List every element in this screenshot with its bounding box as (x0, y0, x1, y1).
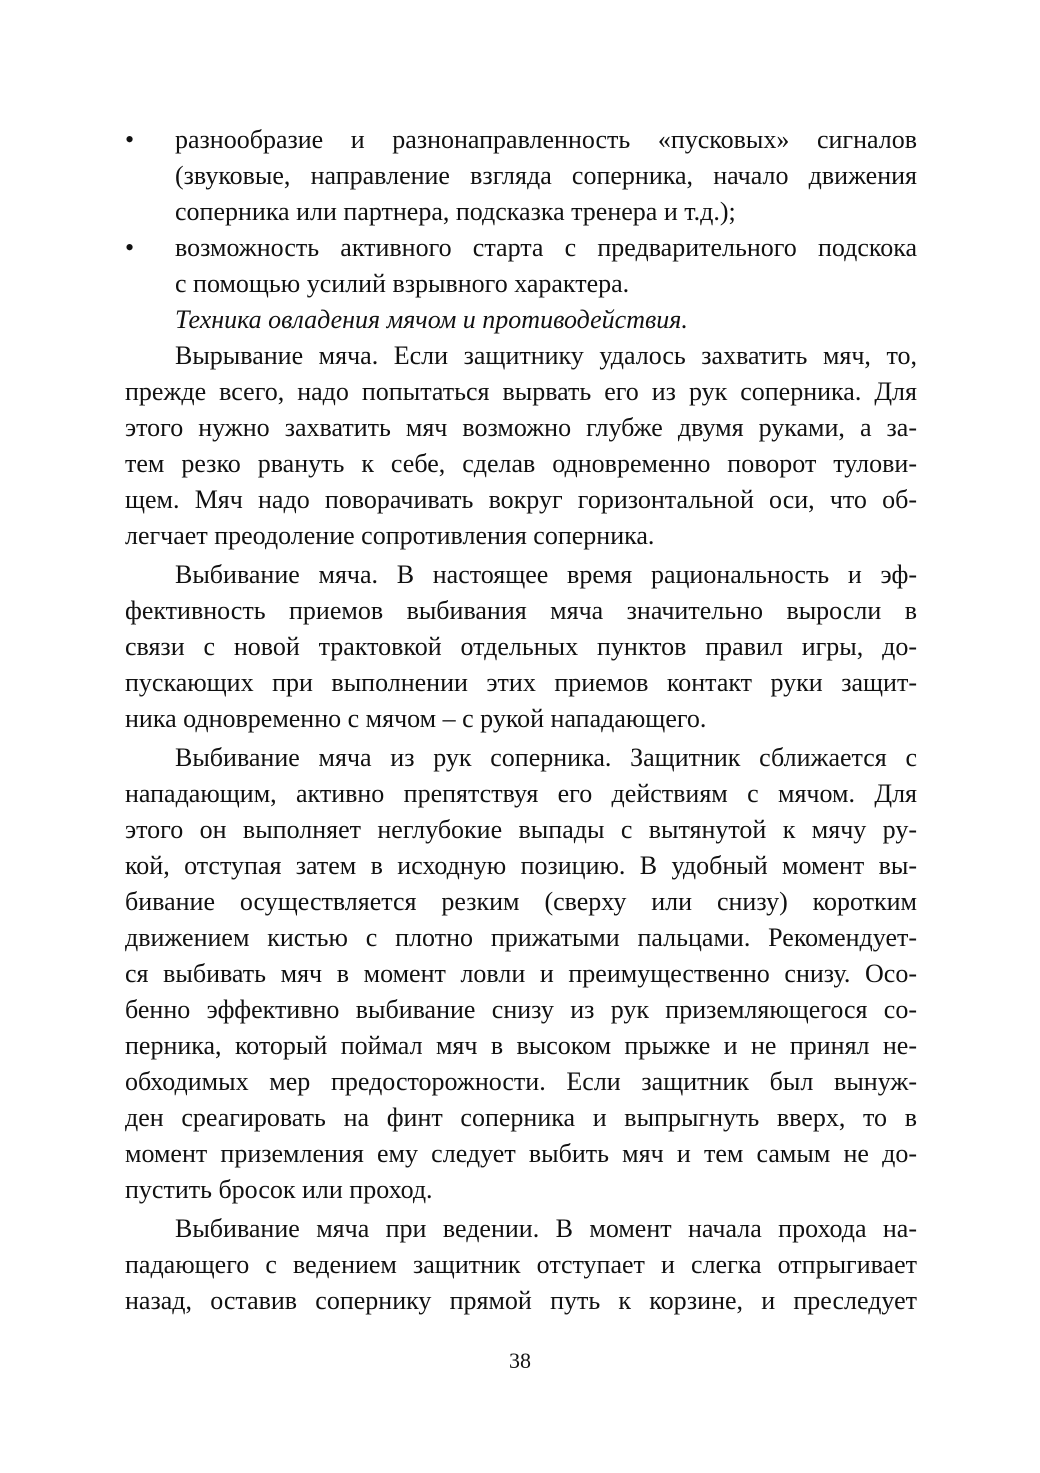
bullet-item (125, 230, 917, 302)
text-line: ся выбивать мяч в момент ловли и преимущественно снизу. Осо- (125, 959, 917, 988)
text-line: момент приземления ему следует выбить мяч и тем самым не до- (125, 1139, 917, 1168)
text-line: ден среагировать на финт соперника и выпрыгнуть вверх, то в (125, 1103, 917, 1132)
text-line: Выбивание мяча из рук соперника. Защитник сближается с (175, 743, 917, 772)
text-line: Вырывание мяча. Если защитнику удалось захватить мяч, то, (175, 341, 917, 370)
text-line: прежде всего, надо попытаться вырвать его из рук соперника. Для (125, 377, 917, 406)
text-line: ника одновременно с мячом – с рукой нападающего. (125, 704, 707, 733)
text-line: перника, который поймал мяч в высоком прыжке и не принял не- (125, 1031, 917, 1060)
text-line: Выбивание мяча. В настоящее время рациональность и эф- (175, 560, 917, 589)
text-line: пустить бросок или проход. (125, 1175, 433, 1204)
text-line: падающего с ведением защитник отступает и слегка отпрыгивает (125, 1250, 917, 1279)
text-line: соперника или партнера, подсказка тренера и т.д.); (175, 197, 736, 226)
text-line: фективность приемов выбивания мяча значительно выросли в (125, 596, 917, 625)
text-line: нападающим, активно препятствуя его действиям с мячом. Для (125, 779, 917, 808)
text-line: разнообразие и разнонаправленность «пусковых» сигналов (175, 125, 917, 154)
text-line: бенно эффективно выбивание снизу из рук приземляющегося со- (125, 995, 917, 1024)
text-line: связи с новой трактовкой отдельных пунктов правил игры, до- (125, 632, 917, 661)
text-line: Выбивание мяча при ведении. В момент начала прохода на- (175, 1214, 917, 1243)
text-line: бивание осуществляется резким (сверху или снизу) коротким (125, 887, 917, 916)
text-line: с помощью усилий взрывного характера. (175, 269, 630, 298)
page-number: 38 (509, 1348, 531, 1373)
text-line: пускающих при выполнении этих приемов контакт руки защит- (125, 668, 917, 697)
text-line: щем. Мяч надо поворачивать вокруг горизонтальной оси, что об- (125, 485, 917, 514)
text-line: этого нужно захватить мяч возможно глубже двумя руками, а за- (125, 413, 917, 442)
text-line: возможность активного старта с предварительного подскока (175, 233, 917, 262)
text-line: легчает преодоление сопротивления соперника. (125, 521, 655, 550)
text-line: обходимых мер предосторожности. Если защитник был вынуж- (125, 1067, 917, 1096)
text-line: (звуковые, направление взгляда соперника, начало движения (175, 161, 917, 190)
text-line: движением кистью с плотно прижатыми пальцами. Рекомендует- (125, 923, 917, 952)
section-heading: Техника овладения мячом и противодействия. (175, 305, 688, 334)
text-line: назад, оставив сопернику прямой путь к корзине, и преследует (125, 1286, 917, 1315)
page-body (125, 122, 917, 1319)
paragraph (125, 1211, 917, 1319)
paragraph (125, 557, 917, 737)
paragraph (125, 338, 917, 554)
text-line: этого он выполняет неглубокие выпады с вытянутой к мячу ру- (125, 815, 917, 844)
paragraph (125, 740, 917, 1208)
text-line: тем резко рвануть к себе, сделав одновременно поворот тулови- (125, 449, 917, 478)
bullet-marker: • (125, 233, 135, 262)
bullet-marker: • (125, 125, 135, 154)
bullet-item (125, 122, 917, 230)
text-line: кой, отступая затем в исходную позицию. В удобный момент вы- (125, 851, 917, 880)
